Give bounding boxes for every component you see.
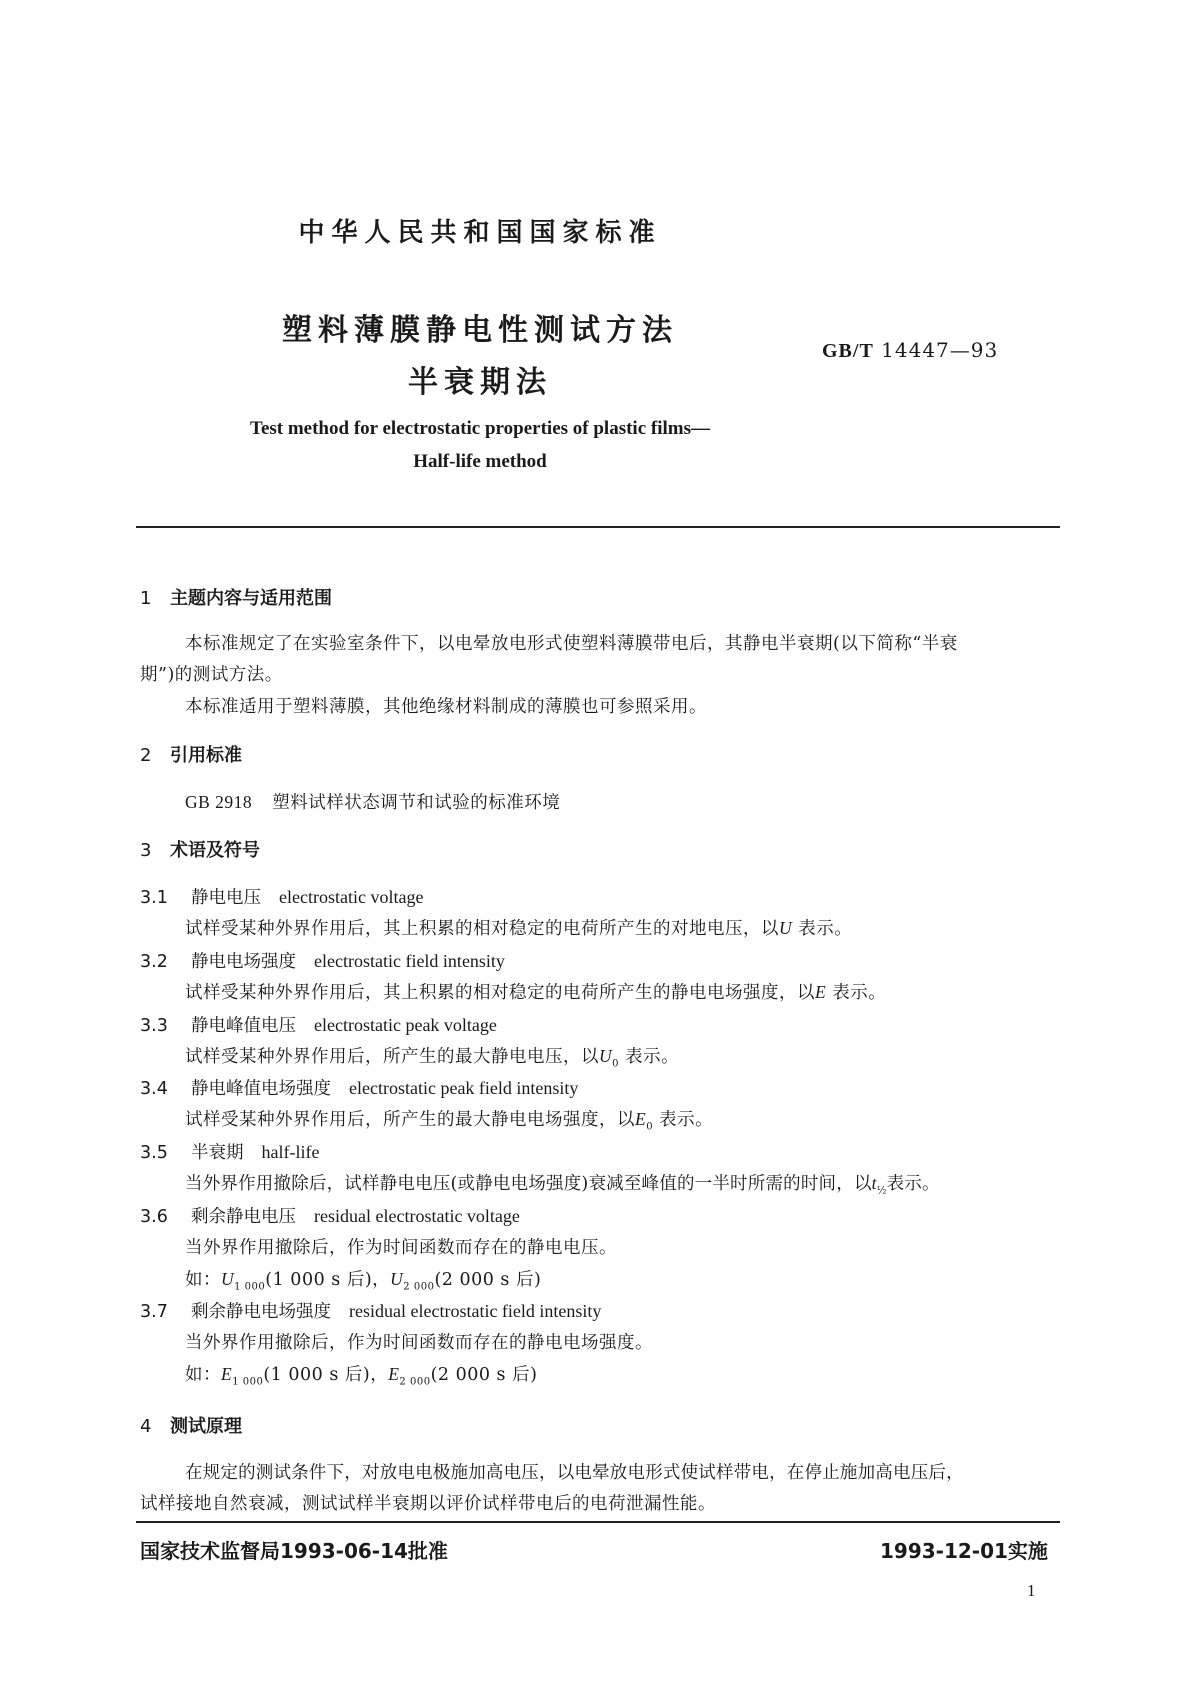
section-title: 主题内容与适用范围 xyxy=(170,588,332,609)
section-number: 1 xyxy=(140,588,152,609)
symbol-subscript: ½ xyxy=(876,1185,887,1197)
symbol: U xyxy=(390,1269,404,1289)
section-1-heading xyxy=(140,584,332,610)
s1-paragraph-1a: 本标准规定了在实验室条件下，以电晕放电形式使塑料薄膜带电后，其静电半衰期(以下简称“半衰 xyxy=(185,634,958,654)
term-en: half-life xyxy=(261,1142,320,1162)
example-prefix: 如： xyxy=(185,1365,221,1385)
symbol-subscript: 2 000 xyxy=(399,1376,431,1388)
section-title: 术语及符号 xyxy=(170,840,260,861)
definition-text: 当外界作用撤除后，试样静电电压(或静电电场强度)衰减至峰值的一半时所需的时间，以 xyxy=(185,1174,872,1194)
section-4-heading xyxy=(140,1412,242,1438)
definition-tail: 表示。 xyxy=(832,983,887,1003)
example-arg: (2 000 s 后) xyxy=(434,1270,542,1290)
term-cn: 剩余静电电场强度 xyxy=(191,1302,331,1322)
term-3-7-definition: 当外界作用撤除后，作为时间函数而存在的静电电场强度。 xyxy=(185,1333,653,1353)
term-3-2 xyxy=(140,948,505,973)
example-arg: (1 000 s 后)， xyxy=(265,1270,391,1290)
term-number: 3.6 xyxy=(140,1207,168,1227)
s4-paragraph-b: 试样接地自然衰减，测试试样半衰期以评价试样带电后的电荷泄漏性能。 xyxy=(140,1494,716,1514)
symbol: E xyxy=(388,1364,400,1384)
term-3-1-definition xyxy=(185,915,852,940)
symbol: E xyxy=(221,1364,233,1384)
term-en: electrostatic peak field intensity xyxy=(349,1078,579,1098)
term-number: 3.3 xyxy=(140,1016,168,1036)
term-number: 3.4 xyxy=(140,1079,168,1099)
definition-text: 试样受某种外界作用后，其上积累的相对稳定的电荷所产生的对地电压，以 xyxy=(185,919,779,939)
section-title: 测试原理 xyxy=(170,1416,242,1437)
term-3-3-definition xyxy=(185,1043,679,1070)
term-en: residual electrostatic voltage xyxy=(314,1206,520,1226)
term-en: electrostatic field intensity xyxy=(314,951,505,971)
symbol-subscript: 1 000 xyxy=(232,1376,264,1388)
section-2-heading xyxy=(140,741,242,767)
title-en-line2: Half-life method xyxy=(413,451,547,472)
standard-code-prefix: GB/T xyxy=(822,340,874,362)
s1-paragraph-1b: 期”)的测试方法。 xyxy=(140,665,283,685)
term-3-6 xyxy=(140,1203,520,1228)
approval-line: 国家技术监督局1993-06-14批准 xyxy=(140,1539,448,1563)
term-en: residual electrostatic field intensity xyxy=(349,1301,602,1321)
s4-paragraph-a: 在规定的测试条件下，对放电电极施加高电压，以电晕放电形式使试样带电，在停止施加高电压后， xyxy=(185,1463,964,1483)
definition-tail: 表示。 xyxy=(886,1174,940,1194)
term-3-4 xyxy=(140,1075,578,1100)
term-3-1 xyxy=(140,884,423,909)
term-en: electrostatic peak voltage xyxy=(314,1015,497,1035)
term-3-2-definition xyxy=(185,979,886,1004)
title-cn-line2: 半衰期法 xyxy=(408,365,552,400)
s2-reference xyxy=(185,789,560,814)
page-number: 1 xyxy=(1027,1581,1036,1600)
term-3-5 xyxy=(140,1139,319,1164)
example-prefix: 如： xyxy=(185,1270,221,1290)
term-cn: 静电电压 xyxy=(191,888,261,908)
term-cn: 静电电场强度 xyxy=(191,952,296,972)
section-title: 引用标准 xyxy=(170,745,242,766)
national-standard-heading: 中华人民共和国国家标准 xyxy=(298,218,662,248)
term-number: 3.1 xyxy=(140,888,168,908)
section-number: 2 xyxy=(140,745,152,766)
term-cn: 静电峰值电压 xyxy=(191,1016,296,1036)
title-en-line1: Test method for electrostatic properties of plastic films— xyxy=(250,418,710,439)
reference-title: 塑料试样状态调节和试验的标准环境 xyxy=(272,793,561,813)
symbol-subscript: 2 000 xyxy=(403,1281,435,1293)
footer-divider xyxy=(136,1521,1060,1523)
term-3-7 xyxy=(140,1298,601,1323)
header-divider xyxy=(136,526,1060,528)
symbol: t xyxy=(871,1173,877,1193)
term-3-3 xyxy=(140,1012,497,1037)
definition-tail: 表示。 xyxy=(625,1047,680,1067)
term-cn: 静电峰值电场强度 xyxy=(191,1079,331,1099)
definition-text: 试样受某种外界作用后，所产生的最大静电电场强度，以 xyxy=(185,1110,635,1130)
reference-code: GB 2918 xyxy=(185,792,253,812)
symbol: U xyxy=(599,1046,613,1066)
term-number: 3.5 xyxy=(140,1143,168,1163)
symbol-subscript: 1 000 xyxy=(234,1281,266,1293)
symbol-subscript: 0 xyxy=(646,1121,654,1133)
symbol-subscript: 0 xyxy=(612,1058,620,1070)
symbol: E xyxy=(635,1109,647,1129)
term-3-6-definition: 当外界作用撤除后，作为时间函数而存在的静电电压。 xyxy=(185,1238,617,1258)
term-cn: 半衰期 xyxy=(191,1143,244,1163)
effective-date: 1993-12-01实施 xyxy=(880,1539,1048,1563)
definition-tail: 表示。 xyxy=(798,919,853,939)
term-number: 3.7 xyxy=(140,1302,168,1322)
standard-code-number: 14447—93 xyxy=(881,338,999,362)
definition-text: 试样受某种外界作用后，所产生的最大静电电压，以 xyxy=(185,1047,599,1067)
term-3-4-definition xyxy=(185,1106,713,1133)
s1-paragraph-2: 本标准适用于塑料薄膜，其他绝缘材料制成的薄膜也可参照采用。 xyxy=(185,697,707,717)
example-arg: (1 000 s 后)， xyxy=(263,1365,389,1385)
definition-text: 试样受某种外界作用后，其上积累的相对稳定的电荷所产生的静电电场强度，以 xyxy=(185,983,815,1003)
term-cn: 剩余静电电压 xyxy=(191,1207,296,1227)
term-3-7-example xyxy=(185,1361,537,1388)
symbol: E xyxy=(815,982,827,1002)
section-number: 4 xyxy=(140,1416,152,1437)
symbol: U xyxy=(779,918,793,938)
term-number: 3.2 xyxy=(140,952,168,972)
example-arg: (2 000 s 后) xyxy=(430,1365,538,1385)
term-3-5-definition xyxy=(185,1170,940,1197)
symbol: U xyxy=(221,1269,235,1289)
standard-code xyxy=(822,338,998,363)
section-number: 3 xyxy=(140,840,152,861)
definition-tail: 表示。 xyxy=(659,1110,714,1130)
section-3-heading xyxy=(140,836,260,862)
title-cn-line1: 塑料薄膜静电性测试方法 xyxy=(282,313,678,348)
term-en: electrostatic voltage xyxy=(279,887,424,907)
term-3-6-example xyxy=(185,1266,541,1293)
